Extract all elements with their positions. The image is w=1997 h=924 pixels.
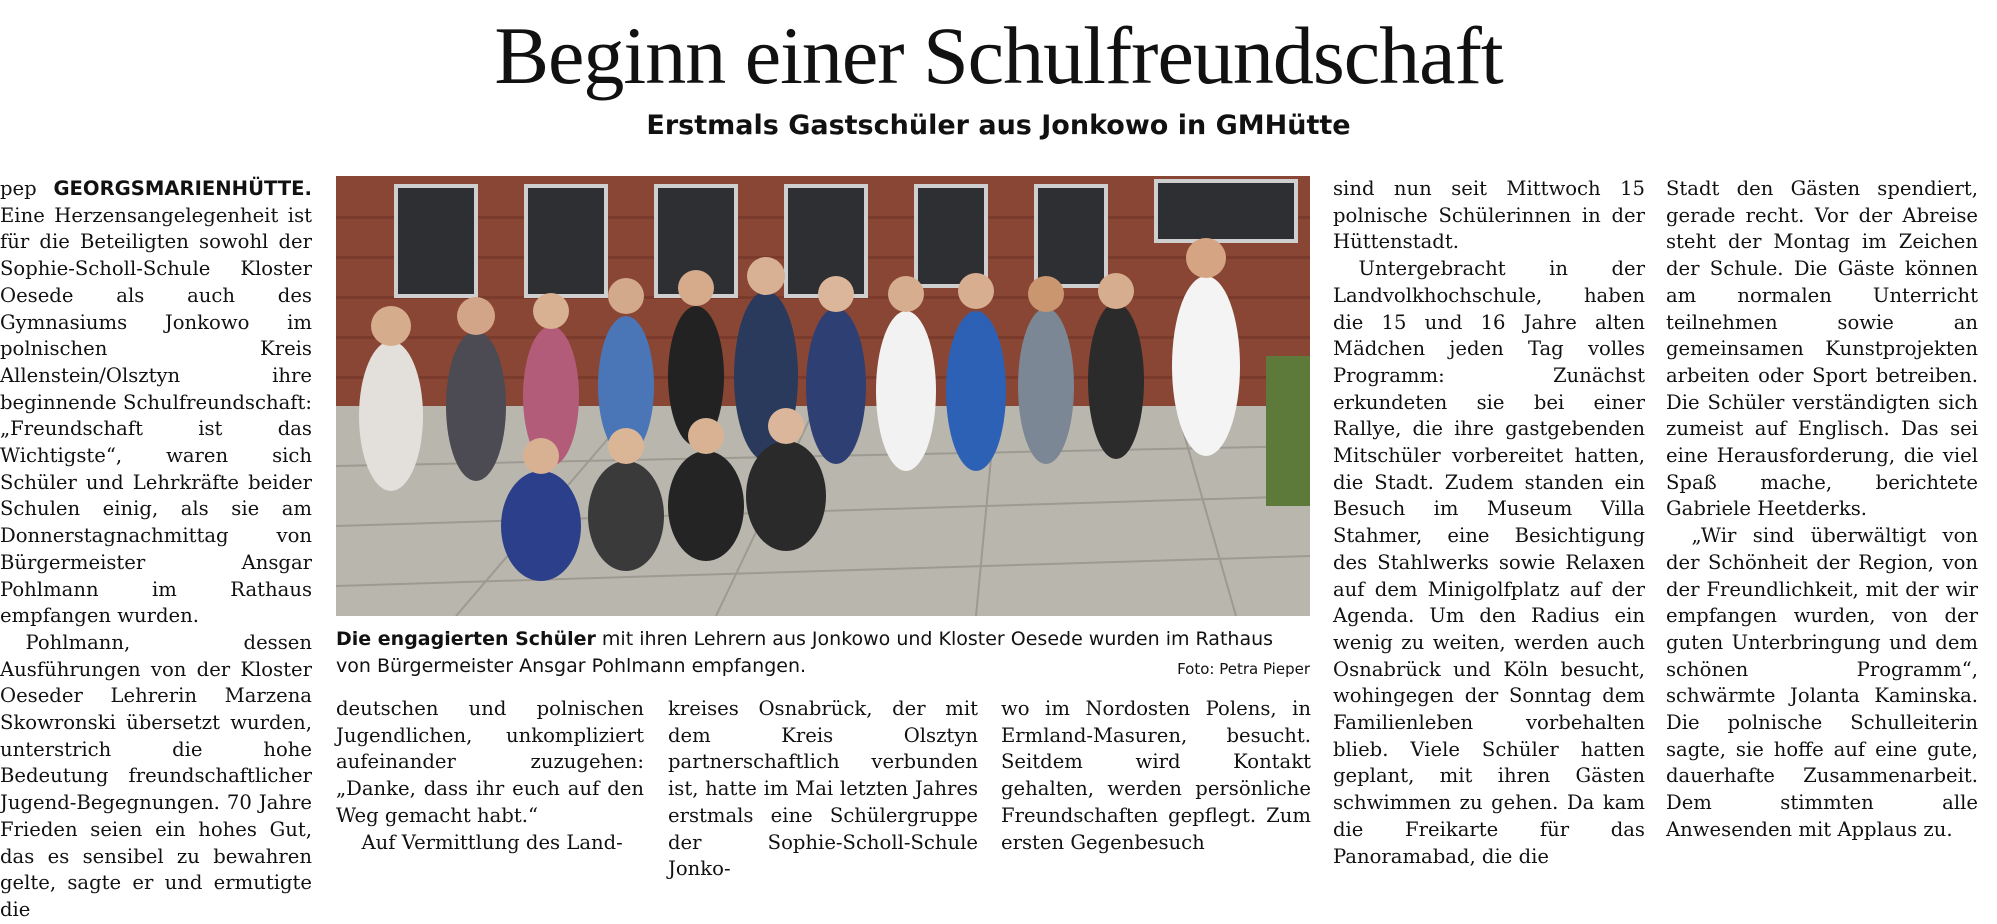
paragraph: Untergebracht in der Landvolkhochschule, haben die 15 und 16 Jahre alten Mädchen jeden Tag volles Programm: Zunächst erkundeten sie bei einer Rallye, die ihre gastgebenden Mitschüler vorbereitet hatten, die Stadt. Zudem standen ein Besuch im Museum Villa Stahmer, eine Besichtigung des Stahlwerks sowie Relaxen auf dem Minigolfplatz auf der Agenda. Um den Radius ein wenig zu weiten, werden auch Osnabrück und Köln besucht, wohingegen der Sonntag dem Familienleben vorbehalten blieb. Viele Schüler hatten geplant, mit ihren Gästen schwimmen zu gehen. Da kam die Freikarte für das Panoramabad, die die: [1333, 257, 1645, 868]
subheadline: Erstmals Gastschüler aus Jonkowo in GMHütte: [646, 110, 1351, 141]
article-column-3: [668, 696, 978, 883]
byline: pep: [0, 177, 37, 200]
article-column-1: [0, 176, 312, 924]
paragraph: [0, 176, 312, 630]
paragraph: wo im Nordosten Polens, in Ermland-Masuren, besucht. Seitdem wird Kontakt gehalten, werden persönliche Freundschaften gepflegt. Zum ersten Gegenbesuch: [1001, 697, 1311, 854]
caption-lead: Die engagierten Schüler: [336, 628, 596, 650]
group-photo-illustration: [336, 176, 1310, 616]
caption-text: mit ihren Lehrern aus Jonkowo und Kloster Oesede wurden im Rathaus von Bürgermeister Ansgar Pohlmann empfangen.: [336, 628, 1274, 677]
article-column-6: [1666, 176, 1978, 844]
article-column-2: [336, 696, 644, 856]
paragraph: Pohlmann, dessen Ausführungen von der Kloster Oeseder Lehrerin Marzena Skowronski übersetzt wurden, unterstrich die hohe Bedeutung freundschaftlicher Jugend-Begegnungen. 70 Jahre Frieden seien ein hohes Gut, das es sensibel zu bewahren gelte, sagte er und ermutigte die: [0, 630, 312, 921]
paragraph-text: Eine Herzensangelegenheit ist für die Beteiligten sowohl der Sophie-Scholl-Schule Kloster Oesede als auch des Gymnasiums Jonkowo im polnischen Kreis Allenstein/Olsztyn ihre beginnende Schulfreundschaft: „Freundschaft ist das Wichtigste“, waren sich Schüler und Lehrkräfte beider Schulen einig, als sie am Donnerstagnachmittag von Bürgermeister Ansgar Pohlmann im Rathaus empfangen wurden.: [0, 203, 312, 628]
paragraph: „Wir sind überwältigt von der Schönheit der Region, von der Freundlichkeit, mit der wir empfangen wurden, von der guten Unterbringung und dem schönen Programm“, schwärmte Jolanta Kaminska. Die polnische Schulleiterin sagte, sie hoffe auf eine gute, dauerhafte Zusammenarbeit. Dem stimmten alle Anwesenden mit Applaus zu.: [1666, 524, 1978, 841]
paragraph: sind nun seit Mittwoch 15 polnische Schülerinnen in der Hüttenstadt.: [1333, 177, 1645, 254]
article-column-5: [1333, 176, 1645, 870]
headline: Beginn einer Schulfreundschaft: [494, 10, 1503, 101]
paragraph: Stadt den Gästen spendiert, gerade recht. Vor der Abreise steht der Montag im Zeichen der Schule. Die Gäste können am normalen Unterricht teilnehmen sowie an gemeinsamen Kunstprojekten arbeiten oder Sport betreiben. Die Schüler verständigten sich zumeist auf Englisch. Das sei eine Herausforderung, die viel Spaß mache, berichtete Gabriele Heetderks.: [1666, 177, 1978, 521]
article-column-4: [1001, 696, 1311, 856]
dateline: GEORGSMARIENHÜTTE.: [53, 177, 312, 200]
paragraph: Auf Vermittlung des Land-: [361, 830, 623, 854]
group-photo: [336, 176, 1310, 616]
paragraph: kreises Osnabrück, der mit dem Kreis Olsztyn partnerschaftlich verbunden ist, hatte im Mai letzten Jahres erstmals eine Schülergruppe der Sophie-Scholl-Schule Jonko-: [668, 697, 978, 881]
photo-credit: Foto: Petra Pieper: [1177, 660, 1310, 678]
paragraph: deutschen und polnischen Jugendlichen, unkompliziert aufeinander zuzugehen: „Danke, dass ihr euch auf den Weg gemacht habt.“: [336, 697, 644, 827]
